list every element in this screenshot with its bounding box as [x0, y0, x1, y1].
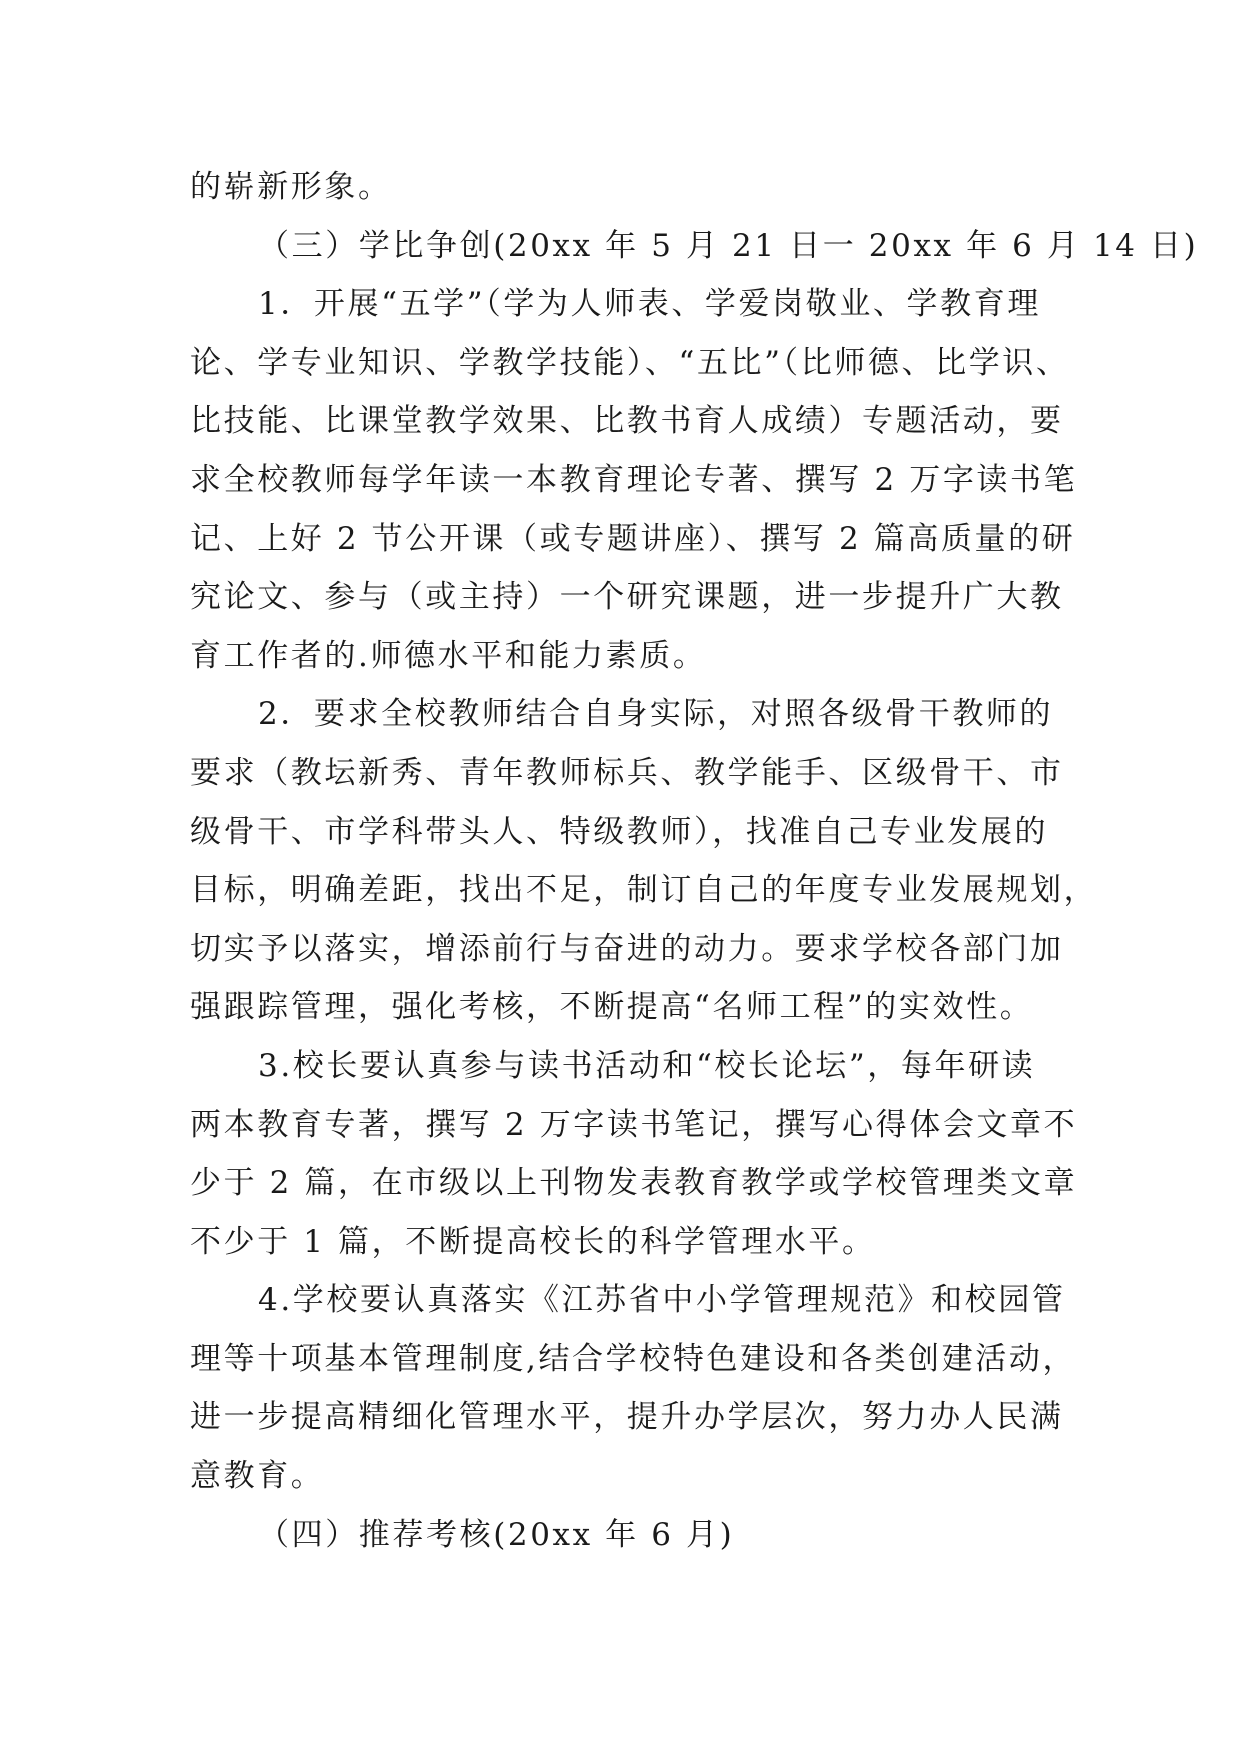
text-line: 不少于 1 篇，不断提高校长的科学管理水平。 — [190, 1223, 876, 1260]
text-line: 比技能、比课堂教学效果、比教书育人成绩）专题活动，要 — [190, 403, 1064, 440]
text-line: 两本教育专著，撰写 2 万字读书笔记，撰写心得体会文章不 — [190, 1106, 1078, 1143]
text-line: 3.校长要认真参与读书活动和“校长论坛”，每年研读 — [258, 1047, 1036, 1084]
text-line: 级骨干、市学科带头人、特级教师），找准自己专业发展的 — [190, 813, 1049, 850]
text-line: 2．要求全校教师结合自身实际，对照各级骨干教师的 — [258, 696, 1054, 733]
text-line: 切实予以落实，增添前行与奋进的动力。要求学校各部门加 — [190, 930, 1064, 967]
text-line: 4.学校要认真落实《江苏省中小学管理规范》和校园管 — [258, 1282, 1066, 1319]
text-line: 少于 2 篇，在市级以上刊物发表教育教学或学校管理类文章 — [190, 1165, 1078, 1202]
text-line: 要求（教坛新秀、青年教师标兵、教学能手、区级骨干、市 — [190, 754, 1064, 791]
text-line: 求全校教师每学年读一本教育理论专著、撰写 2 万字读书笔 — [190, 461, 1078, 498]
text-line: 论、学专业知识、学教学技能）、“五比”（比师德、比学识、 — [190, 344, 1070, 381]
text-line: 1．开展“五学”（学为人师表、学爱岗敬业、学教育理 — [258, 286, 1041, 323]
text-line: 目标，明确差距，找出不足，制订自己的年度专业发展规划， — [190, 872, 1098, 909]
text-line: 的崭新形象。 — [190, 169, 392, 205]
text-line: 理等十项基本管理制度,结合学校特色建设和各类创建活动， — [190, 1340, 1077, 1377]
text-line: 意教育。 — [190, 1458, 325, 1495]
text-line: 究论文、参与（或主持）一个研究课题，进一步提升广大教 — [190, 579, 1064, 616]
text-line: 育工作者的.师德水平和能力素质。 — [190, 637, 707, 674]
document-body — [190, 158, 1199, 1564]
text-line: 强跟踪管理，强化考核，不断提高“名师工程”的实效性。 — [190, 989, 1034, 1026]
section-heading: （四）推荐考核(20xx 年 6 月) — [258, 1516, 735, 1553]
text-line: 进一步提高精细化管理水平，提升办学层次，努力办人民满 — [190, 1399, 1064, 1436]
text-line: 记、上好 2 节公开课（或专题讲座）、撰写 2 篇高质量的研 — [190, 520, 1076, 557]
section-heading: （三）学比争创(20xx 年 5 月 21 日一 20xx 年 6 月 14 日) — [258, 227, 1199, 264]
